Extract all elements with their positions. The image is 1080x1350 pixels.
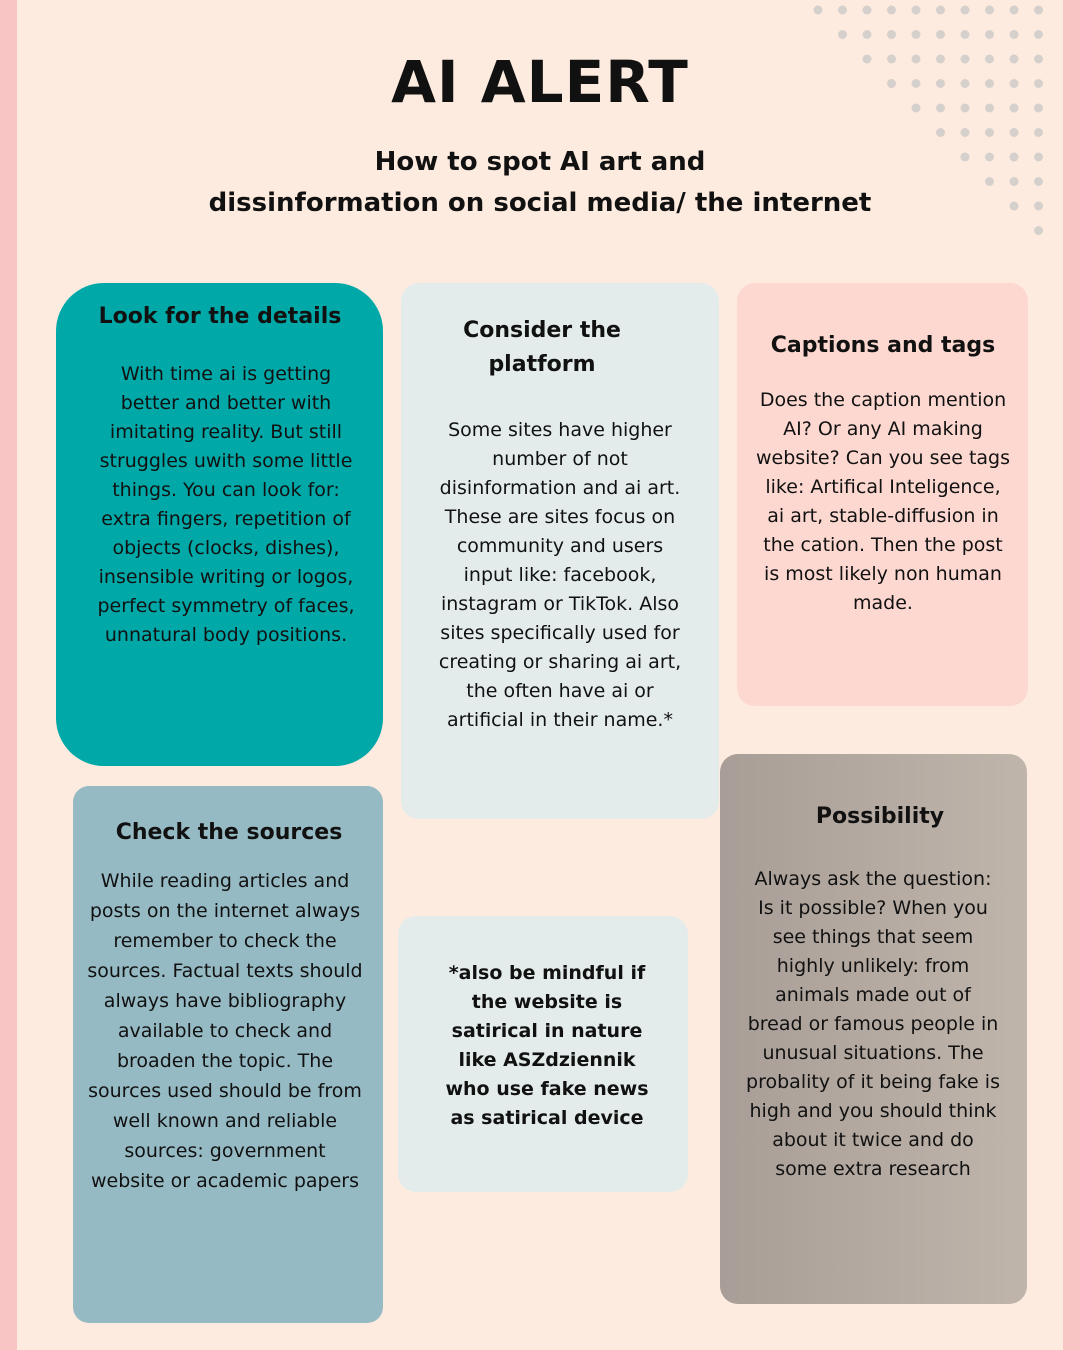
card-heading-platform: Consider the platform — [463, 318, 621, 377]
card-look-for-details — [56, 283, 383, 766]
card-body-platform: Some sites have higher number of not disinformation and ai art. These are sites focus on community and users input like: facebook, instagram or TikTok. Also sites specifically used for creating or sharing ai art, the often have ai or artificial in their name.* — [438, 419, 682, 731]
subtitle-line-2: dissinformation on social media/ the internet — [208, 188, 872, 218]
card-possibility — [720, 754, 1027, 1304]
decorative-dot — [838, 30, 847, 39]
decorative-dot — [814, 6, 823, 15]
decorative-dot — [1034, 177, 1043, 186]
decorative-dot — [1034, 153, 1043, 162]
decorative-dot — [1010, 153, 1019, 162]
card-heading-captions: Captions and tags — [770, 333, 996, 358]
card-body-note: *also be mindful if the website is satirical in nature like ASZdziennik who use fake news as satirical device — [445, 962, 649, 1129]
decorative-dot — [985, 6, 994, 15]
card-body-details: With time ai is getting better and better with imitating reality. But still struggles uwith some little things. You can look for: extra fingers, repetition of objects (clocks, dishes), insensible writing or logos, perfect symmetry of faces, unnatural body positions. — [97, 363, 355, 646]
decorative-dot — [1010, 6, 1019, 15]
decorative-dot — [912, 6, 921, 15]
decorative-dot — [887, 6, 896, 15]
decorative-dot — [1010, 30, 1019, 39]
decorative-dot — [961, 30, 970, 39]
card-heading-possibility: Possibility — [815, 804, 945, 829]
decorative-dot — [961, 6, 970, 15]
decorative-dot — [1034, 202, 1043, 211]
decorative-dot — [863, 30, 872, 39]
card-consider-platform — [401, 283, 719, 819]
decorative-dot — [936, 128, 945, 137]
card-satire-note — [398, 916, 688, 1192]
decorative-dot — [1010, 128, 1019, 137]
card-body-captions: Does the caption mention AI? Or any AI making website? Can you see tags like: Artifical Inteligence, ai art, stable-diffusion in the cation. Then the post is most likely non human made. — [755, 389, 1011, 614]
page-subtitle — [140, 142, 940, 224]
subtitle-line-1: How to spot AI art and — [374, 147, 706, 177]
decorative-dot — [985, 177, 994, 186]
decorative-dot — [985, 128, 994, 137]
decorative-dot — [985, 30, 994, 39]
decorative-dot — [1034, 6, 1043, 15]
card-heading-sources: Check the sources — [115, 820, 343, 845]
card-check-the-sources — [73, 786, 383, 1323]
decorative-dot — [863, 6, 872, 15]
decorative-dot — [1034, 226, 1043, 235]
decorative-dot — [936, 6, 945, 15]
left-border-stripe — [0, 0, 17, 1350]
decorative-dot — [936, 30, 945, 39]
card-captions-and-tags — [737, 283, 1028, 706]
page-title: AI ALERT — [391, 48, 689, 116]
card-heading-details: Look for the details — [98, 304, 342, 329]
decorative-dot — [985, 153, 994, 162]
decorative-dot — [1034, 128, 1043, 137]
decorative-dot — [838, 6, 847, 15]
card-body-sources: While reading articles and posts on the internet always remember to check the sources. Factual texts should always have bibliography available to check and broaden the topic. The sources used should be from well known and reliable sources: government website or academic papers — [87, 870, 363, 1192]
decorative-dot — [961, 128, 970, 137]
decorative-dot — [912, 30, 921, 39]
decorative-dot — [887, 30, 896, 39]
decorative-dot — [1010, 202, 1019, 211]
decorative-dot — [961, 153, 970, 162]
card-body-possibility: Always ask the question: Is it possible? When you see things that seem highly unlikely: from animals made out of bread or famous people in unusual situations. The probality of it being fake is high and you should think about it twice and do some extra research — [746, 868, 1000, 1180]
decorative-dot — [1010, 177, 1019, 186]
decorative-dot — [1034, 30, 1043, 39]
